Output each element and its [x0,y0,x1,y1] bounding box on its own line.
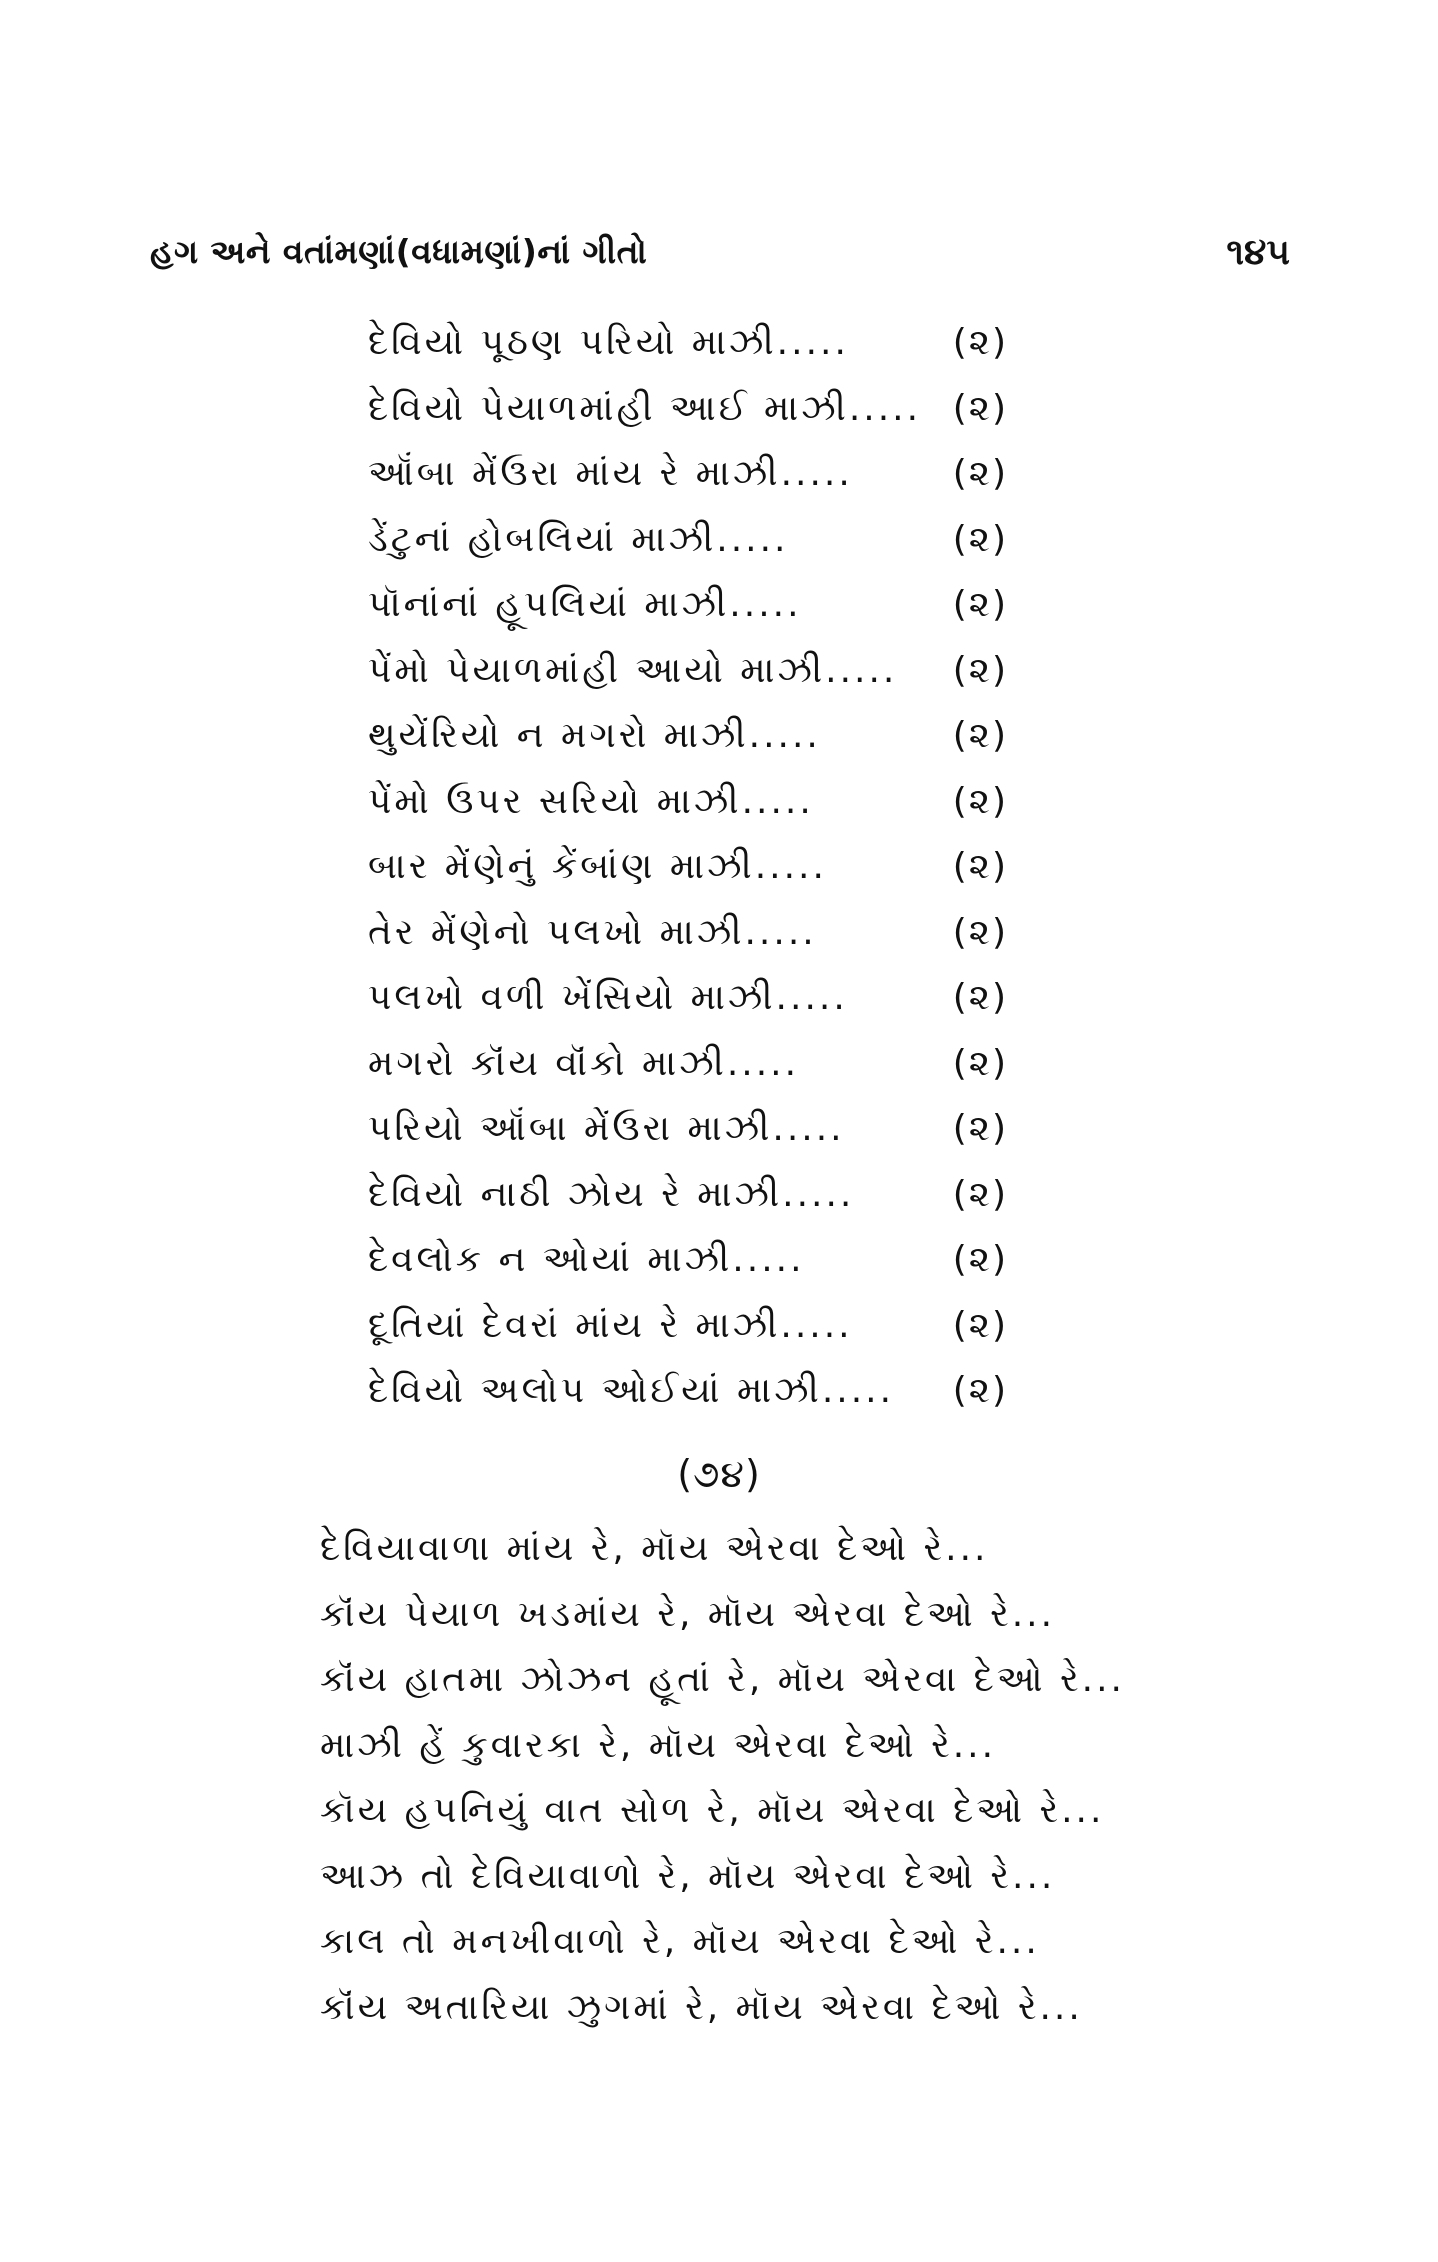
running-header [150,232,1290,292]
verse-line [368,650,1068,716]
verse-refrain-marker: (૨) [952,1042,1008,1084]
verse-line [368,715,1068,781]
stanza-line: માઝી હેં કુવારકા રે, મૉય એરવા દેઓ રે... [320,1724,997,1766]
verse-text: તેર મેંણેનો પલખો માઝી..... [368,911,817,953]
verse-refrain-marker: (૨) [952,911,1008,953]
chapter-title: હગ અને વતાંમણાં(વધામણાં)નાં ગીતો [150,232,648,271]
verse-line [368,912,1068,978]
verse-line [368,977,1068,1043]
verse-line [368,584,1068,650]
verse-text: મગરો કૉંય વૉંકો માઝી..... [368,1042,800,1084]
stanza-line: દેવિયાવાળા માંય રે, મૉય એરવા દેઓ રે... [320,1528,989,1569]
verse-refrain-marker: (૨) [952,1173,1008,1215]
verse-text: દેવિયો અલોપ ઓઈયાં માઝી..... [368,1370,895,1411]
verse-line [368,846,1068,912]
verse-text: પૉનાંનાં હૂપલિયાં માઝી..... [368,584,802,625]
verse-line [368,1239,1068,1305]
verse-text: પેંમો પેયાળમાંહી આયો માઝી..... [368,649,898,691]
verse-refrain-marker: (૨) [952,977,1008,1018]
verse-text: પરિયો ઑંબા મેંઉરા માઝી..... [368,1108,845,1149]
verse-text: થુયેંરિયો ન મગરો માઝી..... [368,715,821,756]
verse-refrain-marker: (૨) [952,322,1008,363]
verse-text: ઑંબા મેંઉરા માંય રે માઝી..... [368,453,853,494]
verse-refrain-marker: (૨) [952,1239,1008,1280]
verse-refrain-marker: (૨) [952,715,1008,756]
song-74-verses [320,1528,1125,2052]
verse-line [368,453,1068,519]
verse-text: દેવિયો નાઠી ઝોય રે માઝી..... [368,1173,855,1215]
stanza-line: કૉંય હાતમા ઝોઝન હૂતાં રે, મૉય એરવા દેઓ રે... [320,1659,1125,1700]
verse-refrain-marker: (૨) [952,649,1008,691]
verse-refrain-marker: (૨) [952,518,1008,560]
verse-text: દૂતિયાં દેવરાં માંય રે માઝી..... [368,1304,853,1346]
stanza-line: કૉંય પેયાળ ખડમાંય રે, મૉય એરવા દેઓ રે... [320,1593,1056,1635]
stanza-line: કાલ તો મનખીવાળો રે, મૉય એરવા દેઓ રે... [320,1921,1040,1962]
verse-line [368,1043,1068,1109]
verse-line [368,388,1068,454]
verse-line [368,1305,1068,1371]
song-73-verses [368,322,1068,1436]
verse-refrain-marker: (૨) [952,1108,1008,1149]
verse-text: બાર મેંણેનું કેંબાંણ માઝી..... [368,846,827,887]
stanza-line: આઝ તો દેવિયાવાળો રે, મૉય એરવા દેઓ રે... [320,1855,1056,1897]
stanza-line: કૉંય અતારિયા ઝુગમાં રે, મૉય એરવા દેઓ રે... [320,1986,1083,2028]
verse-line [368,322,1068,388]
verse-refrain-marker: (૨) [952,1304,1008,1346]
verse-line [368,519,1068,585]
verse-refrain-marker: (૨) [952,780,1008,822]
verse-text: પલખો વળી ખેંસિયો માઝી..... [368,977,848,1018]
page-number: ૧૪૫ [1226,232,1290,273]
verse-line [368,781,1068,847]
verse-text: દેવિયો પૂઠણ પરિયો માઝી..... [368,322,849,363]
song-number-74: (૭૪) [677,1452,761,1496]
stanza-line: કૉય હપનિયું વાત સોળ રે, મૉય એરવા દેઓ રે... [320,1790,1105,1831]
verse-text: દેવલોક ન ઓયાં માઝી..... [368,1239,805,1280]
verse-line [368,1174,1068,1240]
verse-refrain-marker: (૨) [952,387,1008,429]
verse-text: પેંમો ઉપર સરિયો માઝી..... [368,780,814,822]
verse-text: ડેંટુનાં હોબલિયાં માઝી..... [368,518,789,560]
verse-refrain-marker: (૨) [952,1370,1008,1411]
verse-text: દેવિયો પેયાળમાંહી આઈ માઝી..... [368,387,922,429]
verse-line [368,1370,1068,1436]
verse-line [368,1108,1068,1174]
verse-refrain-marker: (૨) [952,584,1008,625]
verse-refrain-marker: (૨) [952,453,1008,494]
verse-refrain-marker: (૨) [952,846,1008,887]
